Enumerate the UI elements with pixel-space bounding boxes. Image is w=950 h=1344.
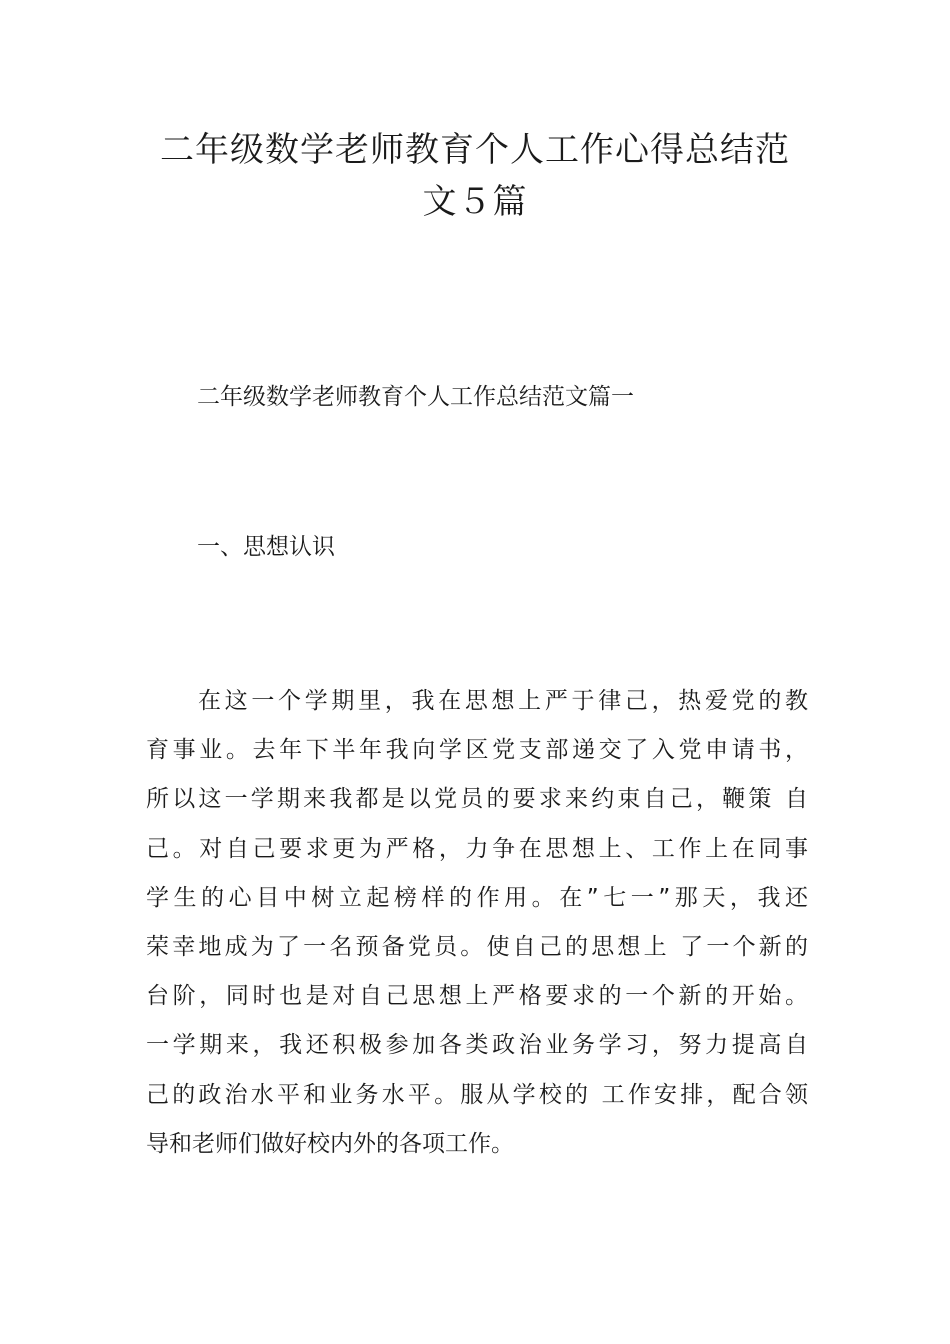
sub-heading: 一、思想认识	[197, 534, 335, 560]
paragraph-line: 台阶，同时也是对自己思想上严格要求的一个新的开始。	[146, 983, 808, 1010]
paragraph-line: 己。对自己要求更为严格，力争在思想上、工作上在同事	[146, 835, 808, 862]
paragraph-line: 学生的心目中树立起榜样的作用。在”七一”那天，我还	[146, 884, 808, 911]
title-line-1: 二年级数学老师教育个人工作心得总结范	[160, 130, 790, 170]
paragraph	[146, 677, 808, 1169]
paragraph-line: 荣幸地成为了一名预备党员。使自己的思想上 了一个新的	[146, 934, 808, 961]
document-title	[100, 124, 850, 228]
paragraph-line: 导和老师们做好校内外的各项工作。	[146, 1130, 514, 1157]
title-line-2: 文５篇	[422, 182, 528, 222]
paragraph-line: 育事业。去年下半年我向学区党支部递交了入党申请书，	[146, 737, 808, 764]
paragraph-line: 在这一个学期里，我在思想上严于律己，热爱党的教	[198, 688, 808, 714]
paragraph-line: 所以这一学期来我都是以党员的要求来约束自己，鞭策 自	[146, 786, 808, 813]
paragraph-line: 己的政治水平和业务水平。服从学校的 工作安排，配合领	[146, 1081, 808, 1108]
paragraph-line: 一学期来，我还积极参加各类政治业务学习，努力提高自	[146, 1032, 808, 1059]
section-heading: 二年级数学老师教育个人工作总结范文篇一	[197, 384, 634, 410]
